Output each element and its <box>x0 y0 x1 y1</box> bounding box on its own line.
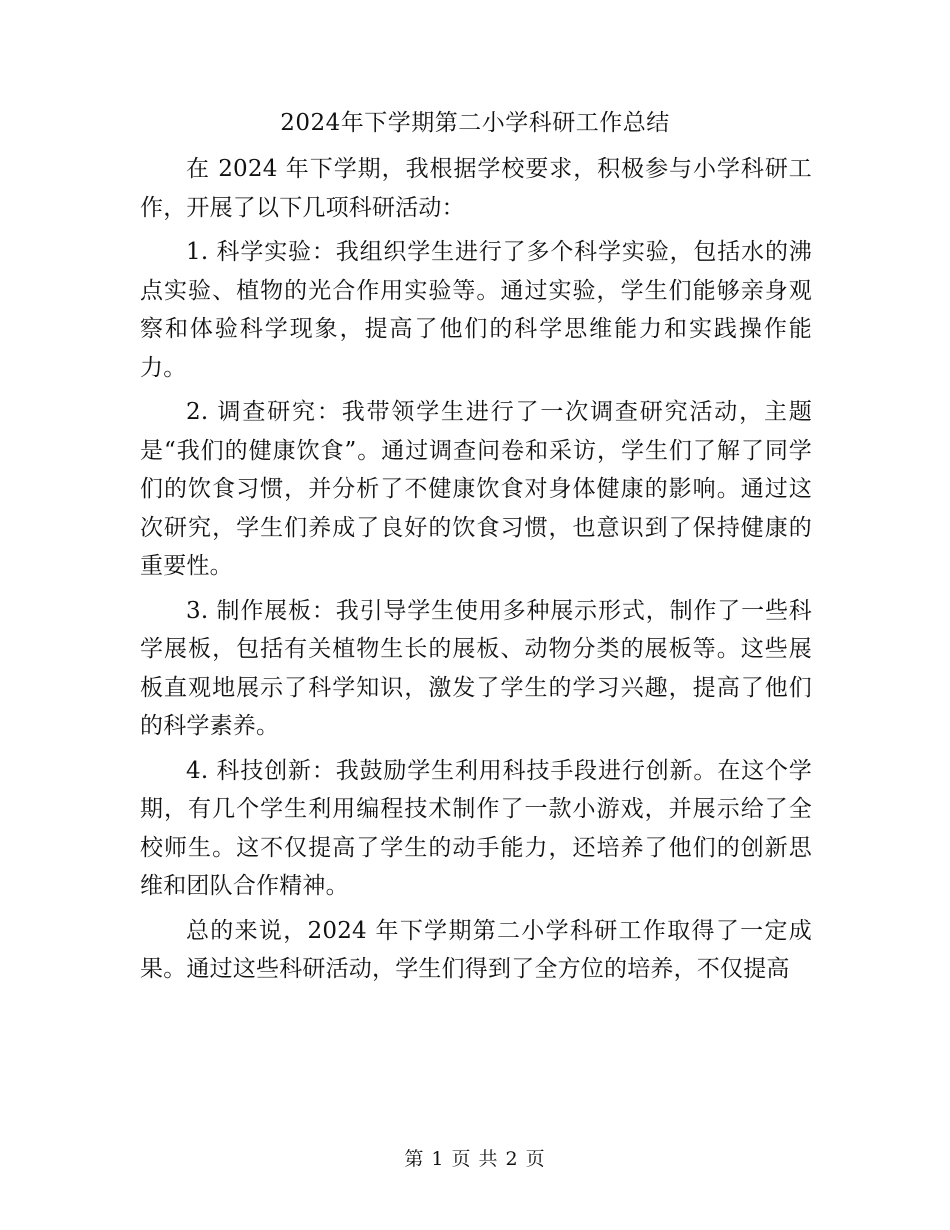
paragraph-summary: 总的来说，2024 年下学期第二小学科研工作取得了一定成果。通过这些科研活动，学生们得到了全方位的培养，不仅提高 <box>140 917 812 982</box>
paragraph-science-experiment: 1. 科学实验：我组织学生进行了多个科学实验，包括水的沸点实验、植物的光合作用实验等。通过实验，学生们能够亲身观察和体验科学现象，提高了他们的科学思维能力和实践操作能力。 <box>140 239 812 381</box>
paragraph-display-boards: 3. 制作展板：我引导学生使用多种展示形式，制作了一些科学展板，包括有关植物生长的展板、动物分类的展板等。这些展板直观地展示了科学知识，激发了学生的学习兴趣，提高了他们的科学素养。 <box>140 597 812 739</box>
page-footer: 第 1 页 共 2 页 <box>404 1148 546 1170</box>
paragraph-tech-innovation: 4. 科技创新：我鼓励学生利用科技手段进行创新。在这个学期，有几个学生利用编程技术制作了一款小游戏，并展示给了全校师生。这不仅提高了学生的动手能力，还培养了他们的创新思维和团队合作精神。 <box>140 757 812 899</box>
paragraph-intro: 在 2024 年下学期，我根据学校要求，积极参与小学科研工作，开展了以下几项科研活动： <box>140 156 812 221</box>
paragraph-survey-research: 2. 调查研究：我带领学生进行了一次调查研究活动，主题是“我们的健康饮食”。通过调查问卷和采访，学生们了解了同学们的饮食习惯，并分析了不健康饮食对身体健康的影响。通过这次研究，学生们养成了良好的饮食习惯，也意识到了保持健康的重要性。 <box>140 399 812 579</box>
document-title: 2024年下学期第二小学科研工作总结 <box>280 110 670 136</box>
document-body <box>140 150 812 995</box>
